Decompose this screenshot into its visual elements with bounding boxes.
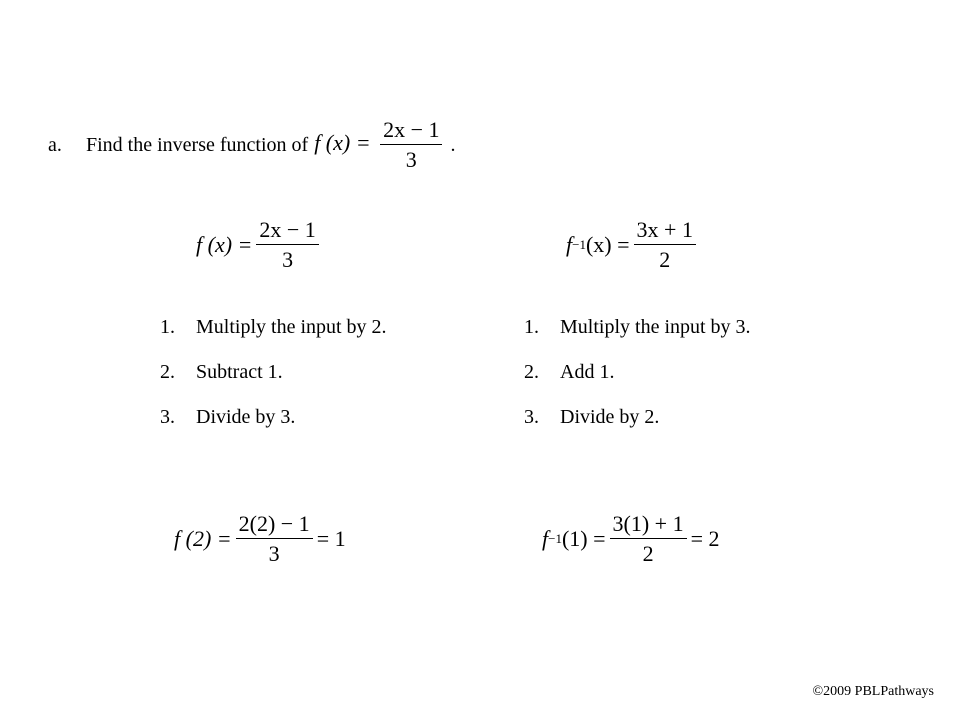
inverse-steps-list [524, 316, 751, 451]
inverse-evaluation-rest: (1) = [561, 526, 606, 552]
inverse-evaluation-result: = 2 [690, 526, 720, 552]
inverse-function-rest: (x) = [585, 232, 630, 258]
original-evaluation-denominator: 3 [268, 541, 280, 567]
step-text: Divide by 2. [560, 406, 660, 428]
inverse-evaluation-numerator: 3(1) + 1 [610, 512, 687, 539]
original-function-numerator: 2x − 1 [256, 218, 318, 245]
step-number: 1. [160, 316, 175, 338]
original-step [160, 316, 387, 361]
step-text: Subtract 1. [196, 361, 283, 383]
step-number: 2. [524, 361, 539, 383]
copyright-footer: ©2009 PBLPathways [812, 684, 934, 699]
problem-period: . [450, 133, 456, 156]
original-function-lhs: f (x) = [196, 232, 253, 258]
original-function-fraction [256, 218, 318, 272]
original-evaluation-numerator: 2(2) − 1 [236, 512, 313, 539]
inverse-evaluation [542, 512, 720, 566]
step-number: 3. [160, 406, 175, 428]
problem-statement [48, 118, 455, 172]
inverse-function-superscript: −1 [572, 237, 586, 253]
original-step [160, 406, 387, 451]
step-text: Add 1. [560, 361, 615, 383]
inverse-evaluation-denominator: 2 [642, 541, 654, 567]
original-steps-list [160, 316, 387, 451]
inverse-evaluation-superscript: −1 [548, 531, 562, 547]
step-number: 1. [524, 316, 539, 338]
problem-function-lhs: f (x) = [314, 130, 371, 156]
original-evaluation-result: = 1 [316, 526, 346, 552]
inverse-evaluation-fraction [610, 512, 687, 566]
original-function-denominator: 3 [282, 247, 294, 273]
inverse-function-denominator: 2 [659, 247, 671, 273]
original-evaluation-fraction [236, 512, 313, 566]
original-function-formula [196, 218, 323, 272]
problem-function-fraction [380, 118, 442, 172]
step-text: Multiply the input by 2. [196, 316, 387, 338]
inverse-step [524, 361, 751, 406]
original-evaluation [174, 512, 346, 566]
problem-label: a. [48, 133, 62, 156]
problem-text: Find the inverse function of [86, 133, 309, 156]
inverse-evaluation-f: f [542, 526, 549, 552]
inverse-step [524, 316, 751, 361]
inverse-function-f: f [566, 232, 573, 258]
problem-function-numerator: 2x − 1 [380, 118, 442, 145]
inverse-step [524, 406, 751, 451]
inverse-function-numerator: 3x + 1 [634, 218, 696, 245]
inverse-function-formula [566, 218, 700, 272]
original-evaluation-lhs: f (2) = [174, 526, 232, 552]
step-text: Divide by 3. [196, 406, 296, 428]
problem-function [314, 118, 446, 172]
step-number: 3. [524, 406, 539, 428]
step-text: Multiply the input by 3. [560, 316, 751, 338]
inverse-function-fraction [634, 218, 696, 272]
original-step [160, 361, 387, 406]
step-number: 2. [160, 361, 175, 383]
problem-function-denominator: 3 [405, 147, 417, 173]
